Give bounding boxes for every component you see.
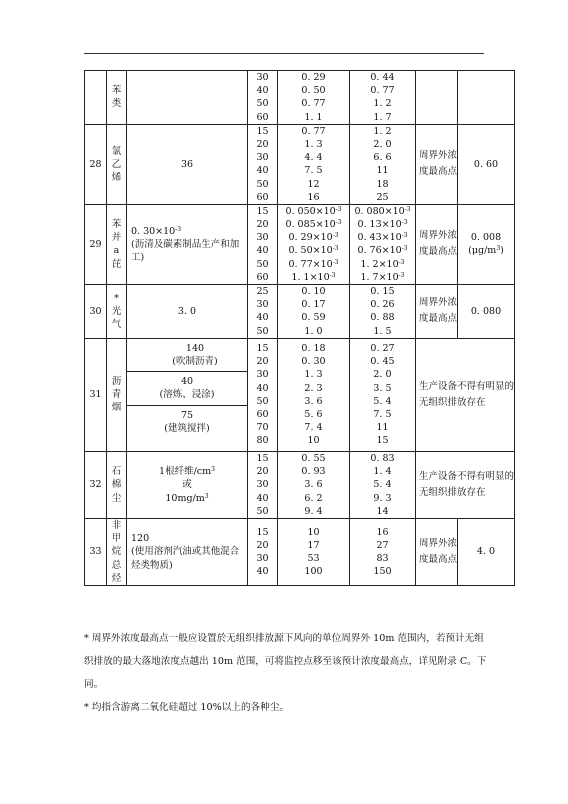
rate-grade-3-list	[350, 518, 416, 585]
rate-grade-2-list	[278, 338, 350, 451]
rate-grade-3: 18	[376, 178, 389, 190]
substance-name-char: *	[114, 292, 119, 304]
max-concentration	[127, 285, 248, 339]
rate-grade-2: 1. 1	[304, 111, 323, 123]
rate-grade-2: 10	[307, 526, 320, 538]
concentration-sub-cell	[127, 371, 247, 404]
stack-height: 60	[256, 191, 269, 203]
rate-grade-2: 0. $77\times 10^{-3}$	[288, 258, 339, 270]
concentration-line: 36	[180, 158, 194, 170]
stack-height: 20	[256, 466, 269, 478]
rate-grade-3: 0. 15	[370, 286, 395, 297]
stack-height: 50	[256, 258, 269, 270]
rate-grade-2: 1. 3	[304, 369, 323, 381]
concentration-line: 1根纤维$/cm^3$	[159, 466, 215, 478]
rate-grade-2: 5. 6	[304, 409, 323, 421]
rate-grade-2: 0. 77	[301, 125, 326, 137]
concentration-line: (沥清及碳素制品生产和加工)	[131, 238, 240, 264]
rate-grade-3-list	[350, 338, 416, 451]
stack-height: 40	[256, 312, 269, 324]
substance-name-char: 苯	[111, 85, 122, 97]
rate-grade-2-list	[278, 124, 350, 204]
stack-height: 30	[256, 232, 269, 244]
rate-grade-3: 0. $76\times 10^{-3}$	[357, 245, 408, 257]
rate-grade-2: 53	[307, 552, 320, 564]
rate-grade-2: 7. 5	[304, 165, 323, 177]
stack-height: 70	[256, 422, 269, 434]
rate-grade-3: 16	[376, 526, 389, 538]
concentration-line: (使用溶剂汽油或其他混合烃类物质)	[131, 546, 240, 571]
stack-height-list	[248, 451, 278, 518]
rate-grade-2: 3. 6	[304, 395, 323, 407]
rate-grade-3: 0. 83	[370, 452, 395, 464]
row-number: 29	[85, 204, 107, 284]
max-concentration	[127, 124, 248, 204]
rate-grade-2: 10	[307, 435, 320, 447]
substance-name-char: 甲	[111, 533, 122, 545]
table-row	[85, 71, 515, 125]
substance-name-char: 烷	[111, 546, 122, 558]
concentration-line: 120	[131, 533, 150, 545]
stack-height: 50	[256, 505, 269, 517]
concentration-limit	[458, 71, 515, 125]
stack-height: 40	[256, 566, 269, 578]
substance-name-char: 尘	[111, 492, 122, 504]
concentration-line: 140	[185, 342, 205, 354]
stack-height: 40	[256, 85, 269, 97]
substance-name-char: a	[113, 245, 120, 257]
row-number: 31	[85, 338, 107, 451]
substance-name-char: 芘	[111, 258, 122, 270]
stack-height: 20	[256, 539, 269, 551]
rate-grade-3: 6. 6	[373, 152, 392, 164]
stack-height: 40	[256, 382, 269, 394]
row-number	[85, 71, 107, 125]
substance-name-char: 烟	[111, 402, 122, 414]
rate-grade-2-list	[278, 285, 350, 339]
limit-value: 0. 080	[470, 305, 502, 317]
rate-grade-3: 3. 5	[373, 382, 392, 394]
stack-height: 80	[256, 435, 269, 447]
concentration-limit	[458, 204, 515, 284]
rate-grade-3-list	[350, 71, 416, 125]
substance-name	[107, 204, 127, 284]
emission-limits-table	[84, 70, 515, 586]
stack-height: 20	[256, 138, 269, 150]
rate-grade-2: 0. 18	[301, 343, 326, 355]
rate-grade-2: 1. $1\times 10^{-3}$	[291, 271, 336, 283]
row-number: 30	[85, 285, 107, 339]
stack-height-list	[248, 338, 278, 451]
stack-height: 15	[256, 452, 269, 464]
max-concentration	[127, 71, 248, 125]
rate-grade-3-list	[350, 204, 416, 284]
stack-height: 50	[256, 325, 269, 337]
stack-height: 60	[256, 409, 269, 421]
concentration-line: $10mg/m^3$	[165, 492, 209, 504]
rate-grade-3: 11	[376, 422, 389, 434]
rate-grade-2-list	[278, 451, 350, 518]
rate-grade-3: 9. 3	[373, 492, 392, 504]
rate-grade-2: 0. $29\times 10^{-3}$	[288, 232, 339, 244]
substance-name	[107, 338, 127, 451]
substance-name-char: 乙	[111, 158, 122, 170]
rate-grade-3: 25	[376, 191, 389, 203]
substance-name	[107, 71, 127, 125]
stack-height: 40	[256, 492, 269, 504]
stack-height-list	[248, 285, 278, 339]
rate-grade-2: 3. 6	[304, 479, 323, 491]
stack-height-list	[248, 518, 278, 585]
concentration-limit	[458, 124, 515, 204]
stack-height: 20	[256, 356, 269, 368]
rate-grade-3: 0. 44	[370, 72, 395, 83]
substance-name-char: 氯	[111, 145, 122, 157]
substance-name-char: 总	[111, 559, 122, 571]
concentration-line: 75	[180, 409, 194, 421]
stack-height: 15	[256, 205, 269, 217]
stack-height: 50	[256, 178, 269, 190]
rate-grade-3: 11	[376, 165, 389, 177]
stack-height: 40	[256, 245, 269, 257]
limit-line: 0. 008	[470, 232, 502, 244]
header-rule	[84, 53, 484, 54]
monitoring-point: 生产设备不得有明显的无组织排放存在	[416, 338, 515, 451]
rate-grade-3: 2. 0	[373, 138, 392, 150]
concentration-line: (建筑搅拌)	[164, 422, 210, 434]
monitoring-point	[416, 71, 458, 125]
stack-height: 20	[256, 219, 269, 231]
limit-line: $(\mu g/m^3)$	[468, 245, 504, 257]
max-concentration	[127, 518, 248, 585]
max-concentration	[127, 204, 248, 284]
stack-height: 30	[256, 152, 269, 164]
stack-height: 25	[256, 286, 269, 297]
rate-grade-2-list	[278, 204, 350, 284]
substance-name-char: 烃	[111, 572, 122, 584]
monitoring-point: 周界外浓度最高点	[416, 285, 458, 339]
stack-height: 15	[256, 125, 269, 137]
rate-grade-3: 1. 7	[373, 111, 392, 123]
stack-height-list	[248, 204, 278, 284]
concentration-limit	[458, 518, 515, 585]
substance-name-char: 苯	[111, 219, 122, 231]
stack-height: 30	[256, 552, 269, 564]
footnotes	[84, 627, 489, 719]
max-concentration	[127, 338, 248, 451]
concentration-line: 0. $30\times 10^{-3}$	[131, 225, 182, 237]
substance-name-char: 沥	[111, 376, 122, 388]
substance-name	[107, 285, 127, 339]
rate-grade-3-list	[350, 285, 416, 339]
rate-grade-2-list	[278, 518, 350, 585]
concentration-line: (吹制沥青)	[172, 355, 218, 367]
stack-height-list	[248, 124, 278, 204]
table-row	[85, 518, 515, 585]
rate-grade-2: 4. 4	[304, 152, 323, 164]
rate-grade-2-list	[278, 71, 350, 125]
rate-grade-3: 150	[373, 566, 392, 578]
stack-height: 30	[256, 299, 269, 311]
stack-height: 40	[256, 165, 269, 177]
concentration-line: 或	[182, 479, 192, 491]
rate-grade-3: 7. 5	[373, 409, 392, 421]
rate-grade-3: 83	[376, 552, 389, 564]
substance-name-char: 烯	[111, 171, 122, 183]
limit-value: 4. 0	[476, 546, 496, 558]
table-row	[85, 338, 515, 451]
limit-value: 0. 60	[473, 158, 499, 170]
rate-grade-2: 0. $050\times 10^{-3}$	[285, 205, 342, 217]
stack-height: 30	[256, 479, 269, 491]
concentration-line: 40	[180, 376, 194, 388]
stack-height: 30	[256, 72, 269, 83]
rate-grade-3: 0. 26	[370, 299, 395, 311]
rate-grade-3: 0. $13\times 10^{-3}$	[357, 219, 408, 231]
stack-height: 60	[256, 111, 269, 123]
substance-name-char: 并	[111, 232, 122, 244]
rate-grade-3-list	[350, 451, 416, 518]
rate-grade-2: 100	[304, 566, 323, 578]
stack-height: 15	[256, 343, 269, 355]
rate-grade-2: 0. 77	[301, 98, 326, 110]
substance-name-char: 类	[111, 98, 122, 110]
footnote-2: * 均指含游离二氧化硅超过 10%以上的各种尘。	[84, 702, 289, 713]
rate-grade-2: 12	[307, 178, 320, 190]
monitoring-point: 周界外浓度最高点	[416, 124, 458, 204]
stack-height: 50	[256, 98, 269, 110]
rate-grade-3: 2. 0	[373, 369, 392, 381]
substance-name-char: 棉	[111, 479, 122, 491]
rate-grade-3: 0. 27	[370, 343, 395, 355]
rate-grade-2: 0. 17	[301, 299, 326, 311]
stack-height: 15	[256, 526, 269, 538]
rate-grade-3: 0. 88	[370, 312, 395, 324]
footnote-1: * 周界外浓度最高点一般应设置於无组织排放源下风向的单位周界外 10m 范围内，若预计无组织排放的最大落地浓度点越出 10m 范围，可将监控点移至该预计浓度最高点，详见附录 C。下同。	[84, 633, 487, 690]
rate-grade-2: 1. 3	[304, 138, 323, 150]
row-number: 28	[85, 124, 107, 204]
substance-name	[107, 451, 127, 518]
rate-grade-3: 1. 2	[373, 98, 392, 110]
rate-grade-2: 0. 29	[301, 72, 326, 83]
rate-grade-2: 9. 4	[304, 505, 323, 517]
rate-grade-2: 0. 93	[301, 466, 326, 478]
concentration-line: (溶炼、浸涂)	[159, 389, 215, 401]
rate-grade-3: 1. 5	[373, 325, 392, 337]
rate-grade-3-list	[350, 124, 416, 204]
substance-name	[107, 518, 127, 585]
rate-grade-3: 0. 77	[370, 85, 395, 97]
rate-grade-3: 1. 4	[373, 466, 392, 478]
stack-height: 60	[256, 271, 269, 283]
concentration-sub-cell	[127, 405, 247, 451]
rate-grade-2: 1. 0	[304, 325, 323, 337]
rate-grade-3: 14	[376, 505, 389, 517]
stack-height: 30	[256, 369, 269, 381]
table-row	[85, 451, 515, 518]
substance-name-char: 气	[111, 318, 122, 330]
rate-grade-3: 27	[376, 539, 389, 551]
rate-grade-2: 6. 2	[304, 492, 323, 504]
rate-grade-2: 0. $50\times 10^{-3}$	[288, 245, 339, 257]
substance-name-char: 青	[111, 389, 122, 401]
rate-grade-3: 0. $080\times 10^{-3}$	[354, 205, 411, 217]
table-row	[85, 204, 515, 284]
monitoring-point: 生产设备不得有明显的无组织排放存在	[416, 451, 515, 518]
rate-grade-2: 0. 55	[301, 452, 326, 464]
substance-name	[107, 124, 127, 204]
rate-grade-2: 0. $085\times 10^{-3}$	[285, 219, 342, 231]
table-row	[85, 124, 515, 204]
substance-name-char: 石	[111, 466, 122, 478]
rate-grade-2: 17	[307, 539, 320, 551]
rate-grade-2: 16	[307, 191, 320, 203]
rate-grade-2: 0. 50	[301, 85, 326, 97]
concentration-sub-cell	[143, 339, 247, 371]
rate-grade-3: 0. $43\times 10^{-3}$	[357, 232, 408, 244]
stack-height: 50	[256, 395, 269, 407]
rate-grade-3: 15	[376, 435, 389, 447]
rate-grade-3: 1. $2\times 10^{-3}$	[360, 258, 405, 270]
rate-grade-3: 1. 2	[373, 125, 392, 137]
rate-grade-2: 2. 3	[304, 382, 323, 394]
max-concentration	[127, 451, 248, 518]
concentration-limit	[458, 285, 515, 339]
rate-grade-3: 5. 4	[373, 395, 392, 407]
rate-grade-3: 1. $7\times 10^{-3}$	[360, 271, 405, 283]
rate-grade-3: 5. 4	[373, 479, 392, 491]
monitoring-point: 周界外浓度最高点	[416, 518, 458, 585]
rate-grade-3: 0. 45	[370, 356, 395, 368]
concentration-line: 3. 0	[177, 305, 197, 317]
monitoring-point: 周界外浓度最高点	[416, 204, 458, 284]
rate-grade-2: 0. 10	[301, 286, 326, 297]
stack-height-list	[248, 71, 278, 125]
row-number: 33	[85, 518, 107, 585]
rate-grade-2: 0. 59	[301, 312, 326, 324]
rate-grade-2: 7. 4	[304, 422, 323, 434]
substance-name-char: 光	[111, 305, 122, 317]
table-row	[85, 285, 515, 339]
row-number: 32	[85, 451, 107, 518]
substance-name-char: 非	[111, 519, 122, 531]
rate-grade-2: 0. 30	[301, 356, 326, 368]
